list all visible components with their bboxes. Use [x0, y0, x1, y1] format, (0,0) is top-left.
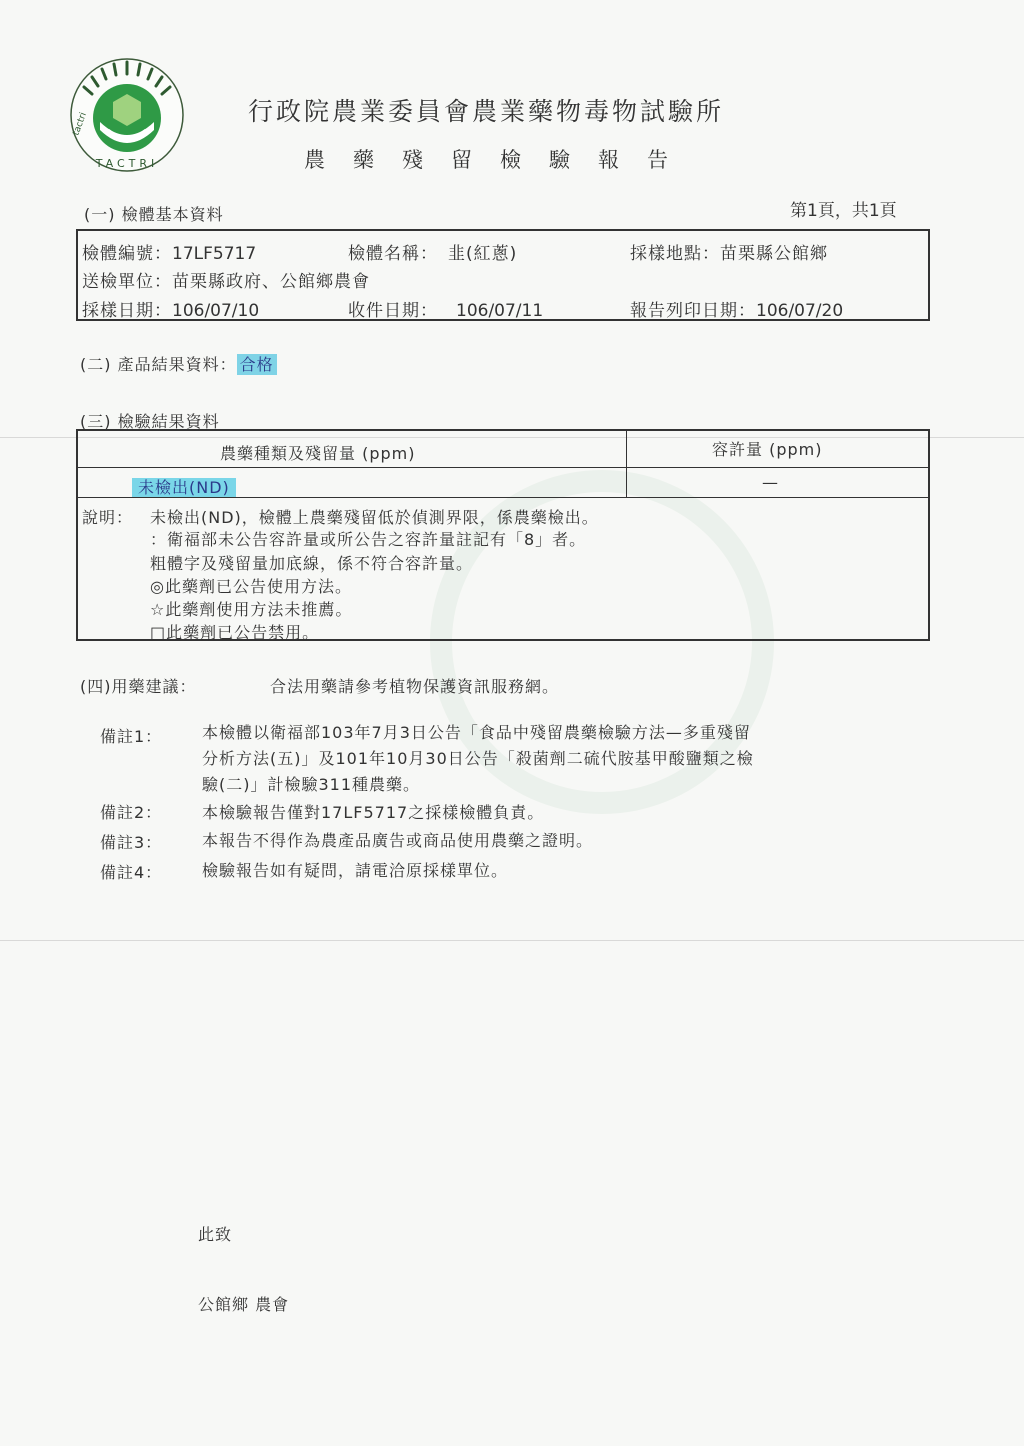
- remark-4-label: 備註4：: [100, 863, 163, 882]
- sample-no-label: 檢體編號：: [82, 244, 172, 264]
- received-date-label: 收件日期：: [348, 301, 438, 321]
- remark-3-label: 備註3：: [100, 833, 163, 852]
- sampling-date-label: 採樣日期：: [82, 301, 172, 321]
- note-line-5: ☆此藥劑使用方法未推薦。: [150, 600, 353, 619]
- result-value-text: 未檢出(ND): [132, 478, 236, 497]
- remark-1-line-2: 分析方法(五)」及101年10月30日公告「殺菌劑二硫代胺基甲酸鹽類之檢: [202, 749, 754, 768]
- logo-text-left: tactri: [71, 111, 89, 138]
- note-line-3: 粗體字及殘留量加底線，係不符合容許量。: [150, 554, 474, 573]
- remark-2-label: 備註2：: [100, 803, 163, 822]
- section1-title: (一) 檢體基本資料: [84, 205, 224, 224]
- remark-4-text: 檢驗報告如有疑問，請電洽原採樣單位。: [202, 861, 509, 880]
- info-row-3c: [630, 296, 843, 321]
- info-row-2: [82, 267, 370, 292]
- info-row-1c: [630, 239, 828, 264]
- info-row-3b: [348, 296, 543, 321]
- info-row-3: [82, 296, 259, 321]
- section3-title: (三) 檢驗結果資料: [80, 412, 220, 431]
- received-date: 106/07/11: [456, 301, 544, 321]
- sample-no: 17LF5717: [172, 244, 257, 264]
- basic-info-box: [76, 229, 930, 321]
- section2: [80, 352, 277, 375]
- remark-1-line-1: 本檢體以衛福部103年7月3日公告「食品中殘留農藥檢驗方法—多重殘留: [202, 723, 751, 742]
- institute-logo: [64, 56, 190, 174]
- remark-2-text: 本檢驗報告僅對17LF5717之採樣檢體負責。: [202, 803, 545, 822]
- sample-name: 韭(紅蔥): [448, 244, 518, 264]
- col-tolerance-header: 容許量 (ppm): [712, 440, 823, 459]
- print-date: 106/07/20: [756, 301, 844, 321]
- location-label: 採樣地點：: [630, 244, 720, 264]
- result-tolerance: —: [762, 473, 779, 492]
- product-result: 合格: [237, 354, 277, 375]
- sampling-date: 106/07/10: [172, 301, 260, 321]
- print-date-label: 報告列印日期：: [630, 301, 756, 321]
- result-value: [132, 475, 236, 498]
- info-row-1b: [348, 239, 517, 264]
- unit-label: 送檢單位：: [82, 272, 172, 292]
- fold-line: [0, 940, 1024, 941]
- row-divider: [78, 467, 928, 468]
- remark-3-text: 本報告不得作為農產品廣告或商品使用農藥之證明。: [202, 831, 594, 850]
- section4-title: (四)用藥建議：: [80, 677, 197, 696]
- note-line-6: □此藥劑已公告禁用。: [150, 623, 320, 642]
- info-row-1: [82, 239, 256, 264]
- unit: 苗栗縣政府、公館鄉農會: [172, 272, 370, 292]
- section4-text: 合法用藥請參考植物保護資訊服務網。: [270, 677, 560, 696]
- note-line-4: ◎此藥劑已公告使用方法。: [150, 577, 352, 596]
- sample-name-label: 檢體名稱：: [348, 244, 438, 264]
- org-name: 行政院農業委員會農業藥物毒物試驗所: [248, 97, 725, 126]
- section2-title: (二) 產品結果資料：: [80, 355, 237, 374]
- notes-label: 說明：: [82, 508, 134, 527]
- page-info: 第1頁，共1頁: [790, 201, 897, 221]
- report-title: 農藥殘留檢驗報告: [304, 148, 696, 172]
- col-residue-header: 農藥種類及殘留量 (ppm): [220, 444, 416, 463]
- closing-line: 此致: [198, 1225, 233, 1244]
- note-line-1: 未檢出(ND)，檢體上農藥殘留低於偵測界限，係農藥檢出。: [150, 508, 599, 527]
- note-line-2: ：衛福部未公告容許量或所公告之容許量註記有「8」者。: [150, 530, 587, 549]
- recipient-line: 公館鄉 農會: [198, 1295, 290, 1314]
- logo-caption: TACTRI: [95, 157, 159, 170]
- column-divider: [626, 431, 627, 497]
- result-box: [76, 429, 930, 641]
- remark-1-label: 備註1：: [100, 727, 163, 746]
- location: 苗栗縣公館鄉: [720, 244, 828, 264]
- remark-1-line-3: 驗(二)」計檢驗311種農藥。: [202, 775, 421, 794]
